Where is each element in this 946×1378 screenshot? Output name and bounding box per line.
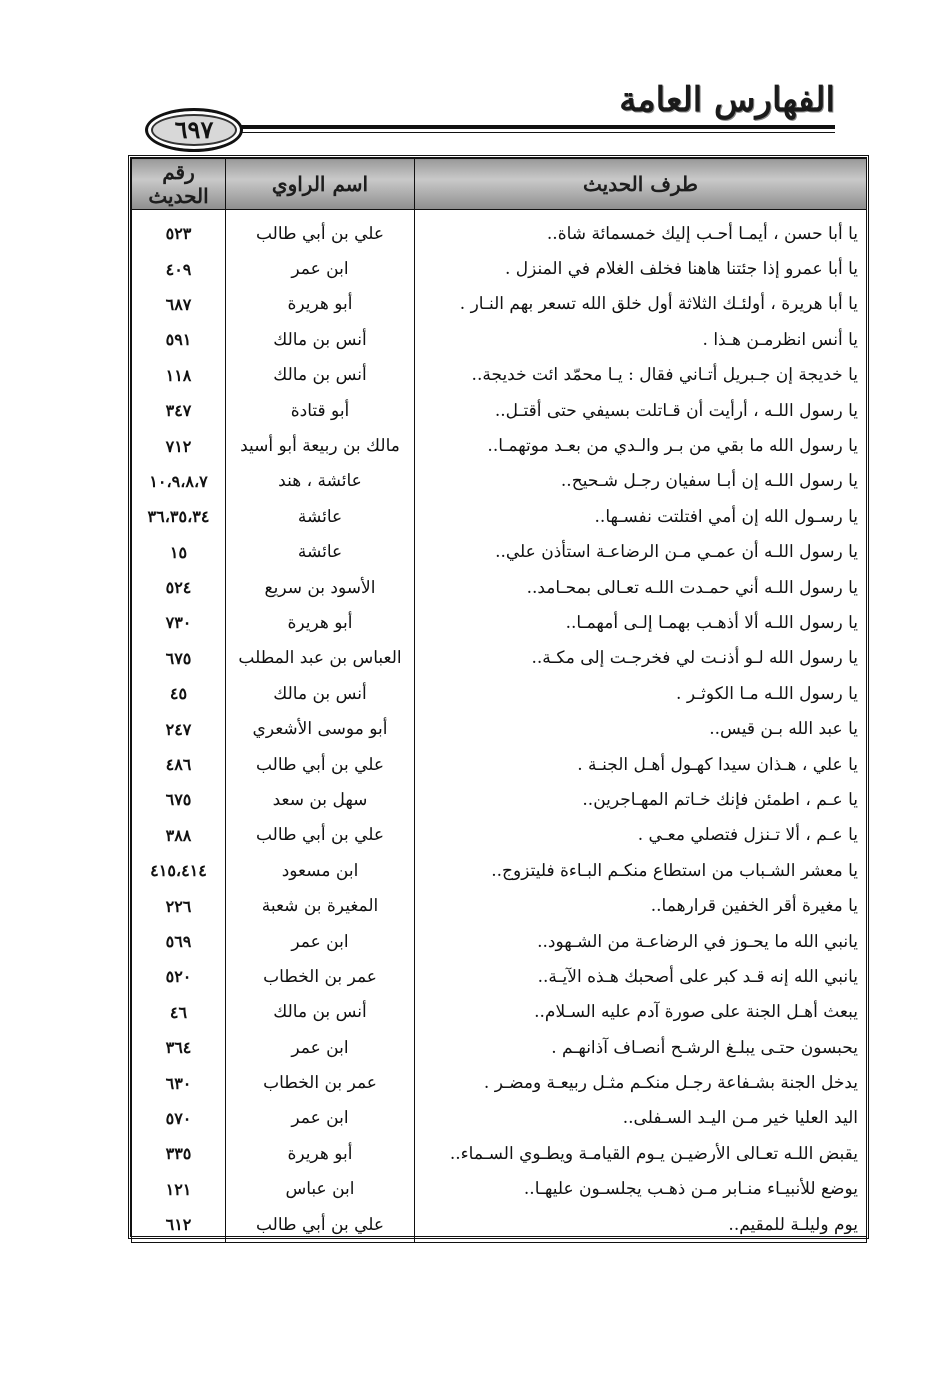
hadith-number-cell: ٢٢٦ <box>132 888 226 923</box>
hadith-text-cell: يا عـم ، ألا تـنزل فتصلي معـي . <box>415 818 867 853</box>
narrator-cell: المغيرة بن شعبة <box>226 888 415 923</box>
narrator-cell: سهل بن سعد <box>226 782 415 817</box>
table-row <box>132 853 867 888</box>
table-row <box>132 499 867 534</box>
table-header-row <box>132 159 867 210</box>
hadith-number-cell: ٤٦ <box>132 995 226 1030</box>
narrator-cell: أنس بن مالك <box>226 358 415 393</box>
narrator-cell: عائشة ، هند <box>226 464 415 499</box>
hadith-number-cell: ٣٣٥ <box>132 1136 226 1171</box>
table-row <box>132 641 867 676</box>
hadith-text-cell: يانبي الله ما يحـوز في الرضاعـة من الشـهود.. <box>415 924 867 959</box>
table-row <box>132 1207 867 1243</box>
narrator-cell: العباس بن عبد المطلب <box>226 641 415 676</box>
table-row <box>132 1030 867 1065</box>
narrator-cell: ابن عمر <box>226 1101 415 1136</box>
table-row <box>132 888 867 923</box>
column-header-narrator: اسم الراوي <box>226 159 415 210</box>
hadith-number-cell: ١٥ <box>132 535 226 570</box>
section-title: الفهارس العامة <box>619 80 835 120</box>
hadith-text-cell: يا رسول اللـه ألا أذهـب بهمـا إلـى أمهمـا.. <box>415 605 867 640</box>
hadith-number-cell: ٣٨٨ <box>132 818 226 853</box>
table-row <box>132 676 867 711</box>
table-row <box>132 570 867 605</box>
narrator-cell: أبو هريرة <box>226 605 415 640</box>
narrator-cell: مالك بن ربيعة أبو أسيد <box>226 428 415 463</box>
table-row <box>132 1172 867 1207</box>
table-row <box>132 782 867 817</box>
hadith-text-cell: يحبسون حتـى يبلـغ الرشـح أنصـاف آذانهـم . <box>415 1030 867 1065</box>
table-row <box>132 995 867 1030</box>
table-row <box>132 287 867 322</box>
hadith-text-cell: يا معشر الشـباب من استطاع منكـم البـاءة فليتزوج.. <box>415 853 867 888</box>
narrator-cell: ابن مسعود <box>226 853 415 888</box>
table-row <box>132 747 867 782</box>
hadith-text-cell: يا عبد الله بـن قيس.. <box>415 711 867 746</box>
table-row <box>132 818 867 853</box>
hadith-number-cell: ٤٥ <box>132 676 226 711</box>
hadith-text-cell: يا رسول اللـه أن عمـي مـن الرضاعـة استأذن علي.. <box>415 535 867 570</box>
table-row <box>132 924 867 959</box>
hadith-number-cell: ٤٨٦ <box>132 747 226 782</box>
narrator-cell: أبو هريرة <box>226 287 415 322</box>
hadith-number-cell: ٥٧٠ <box>132 1101 226 1136</box>
narrator-cell: ابن عباس <box>226 1172 415 1207</box>
page-header <box>135 80 835 150</box>
hadith-number-cell: ٥٢٤ <box>132 570 226 605</box>
hadith-text-cell: يا رسول اللـه إن أبـا سفيان رجـل شـحيح.. <box>415 464 867 499</box>
hadith-text-cell: يا رسول الله ما بقي من بـر والـدي من بعـد موتهمـا.. <box>415 428 867 463</box>
hadith-text-cell: يا رسول الله لـو أذنـت لي فخرجـت إلى مكـة.. <box>415 641 867 676</box>
hadith-text-cell: يا رسول اللـه مـا الكوثـر . <box>415 676 867 711</box>
narrator-cell: علي بن أبي طالب <box>226 818 415 853</box>
table-row <box>132 322 867 357</box>
narrator-cell: علي بن أبي طالب <box>226 747 415 782</box>
hadith-number-cell: ٧١٢ <box>132 428 226 463</box>
narrator-cell: أبو موسى الأشعري <box>226 711 415 746</box>
table-body <box>132 210 867 1243</box>
narrator-cell: عائشة <box>226 499 415 534</box>
narrator-cell: أنس بن مالك <box>226 322 415 357</box>
header-rule <box>230 125 835 129</box>
hadith-number-cell: ٣٦،٣٥،٣٤ <box>132 499 226 534</box>
table-row <box>132 1101 867 1136</box>
hadith-number-cell: ٧٣٠ <box>132 605 226 640</box>
narrator-cell: عمر بن الخطاب <box>226 959 415 994</box>
table-row <box>132 605 867 640</box>
narrator-cell: أبو هريرة <box>226 1136 415 1171</box>
hadith-number-cell: ٢٤٧ <box>132 711 226 746</box>
narrator-cell: ابن عمر <box>226 251 415 286</box>
table-row <box>132 393 867 428</box>
hadith-number-cell: ٥٦٩ <box>132 924 226 959</box>
hadith-number-cell: ٤١٥،٤١٤ <box>132 853 226 888</box>
hadith-text-cell: يا أبا هريرة ، أولئـك الثلاثة أول خلق الله تسعر بهم النـار . <box>415 287 867 322</box>
narrator-cell: ابن عمر <box>226 924 415 959</box>
column-header-hadith-text: طرف الحديث <box>415 159 867 210</box>
hadith-number-cell: ١٠،٩،٨،٧ <box>132 464 226 499</box>
hadith-text-cell: يا مغيرة أقر الخفين قرارهما.. <box>415 888 867 923</box>
hadith-text-cell: يا رسول اللـه أني حمـدت اللـه تعـالى بمحـامد.. <box>415 570 867 605</box>
header-rule-thin <box>230 132 835 133</box>
table-row <box>132 251 867 286</box>
hadith-text-cell: يدخل الجنة بشـفاعة رجـل منكـم مثـل ربيعـة ومضـر . <box>415 1065 867 1100</box>
table-row <box>132 535 867 570</box>
narrator-cell: عمر بن الخطاب <box>226 1065 415 1100</box>
hadith-text-cell: يانبي الله إنه قـد كبر على أصحبك هـذه الآيـة.. <box>415 959 867 994</box>
hadith-number-cell: ٥٢٠ <box>132 959 226 994</box>
table-row <box>132 428 867 463</box>
hadith-number-cell: ٥٢٣ <box>132 210 226 252</box>
table-row <box>132 711 867 746</box>
narrator-cell: أنس بن مالك <box>226 676 415 711</box>
table-row <box>132 358 867 393</box>
table-row <box>132 1065 867 1100</box>
hadith-text-cell: يوضع للأنبيـاء منـابر مـن ذهـب يجلسـون عليهـا.. <box>415 1172 867 1207</box>
hadith-text-cell: يا علي ، هـذان سيدا كهـول أهـل الجنـة . <box>415 747 867 782</box>
table-row <box>132 464 867 499</box>
hadith-text-cell: يا أبا حسن ، أيمـا أحـب إليك خمسمائة شاة.. <box>415 210 867 252</box>
column-header-hadith-number: رقم الحديث <box>132 159 226 210</box>
hadith-text-cell: يا رسـول الله إن أمي افتلتت نفسـها.. <box>415 499 867 534</box>
narrator-cell: أبو قتادة <box>226 393 415 428</box>
hadith-number-cell: ٦٣٠ <box>132 1065 226 1100</box>
hadith-number-cell: ٦٨٧ <box>132 287 226 322</box>
narrator-cell: عائشة <box>226 535 415 570</box>
hadith-index-table <box>128 155 869 1239</box>
hadith-text-cell: اليد العليا خير مـن اليـد السـفلى.. <box>415 1101 867 1136</box>
hadith-number-cell: ٣٦٤ <box>132 1030 226 1065</box>
hadith-text-cell: يوم وليلـة للمقيم.. <box>415 1207 867 1243</box>
hadith-text-cell: يا أبا عمرو إذا جئتنا هاهنا فخلف الغلام في المنزل . <box>415 251 867 286</box>
table-row <box>132 210 867 252</box>
hadith-number-cell: ٦٧٥ <box>132 782 226 817</box>
narrator-cell: ابن عمر <box>226 1030 415 1065</box>
hadith-text-cell: يبعث أهـل الجنة على صورة آدم عليه السـلام.. <box>415 995 867 1030</box>
hadith-number-cell: ٥٩١ <box>132 322 226 357</box>
narrator-cell: علي بن أبي طالب <box>226 1207 415 1243</box>
narrator-cell: علي بن أبي طالب <box>226 210 415 252</box>
hadith-number-cell: ٣٤٧ <box>132 393 226 428</box>
hadith-text-cell: يا أنس انظرمـن هـذا . <box>415 322 867 357</box>
hadith-number-cell: ٤٠٩ <box>132 251 226 286</box>
hadith-text-cell: يقبض اللـه تعـالى الأرضيـن يـوم القيامـة ويطـوي السـماء.. <box>415 1136 867 1171</box>
hadith-number-cell: ٦١٢ <box>132 1207 226 1243</box>
page-number-badge: ٦٩٧ <box>145 108 243 152</box>
table-row <box>132 959 867 994</box>
hadith-number-cell: ٦٧٥ <box>132 641 226 676</box>
hadith-text-cell: يا عـم ، اطمئن فإنك خـاتم المهـاجرين.. <box>415 782 867 817</box>
narrator-cell: أنس بن مالك <box>226 995 415 1030</box>
table-row <box>132 1136 867 1171</box>
hadith-number-cell: ١٢١ <box>132 1172 226 1207</box>
hadith-number-cell: ١١٨ <box>132 358 226 393</box>
hadith-text-cell: يا رسول اللـه ، أرأيت أن قـاتلت بسيفي حتى أقتـل.. <box>415 393 867 428</box>
narrator-cell: الأسود بن سريع <box>226 570 415 605</box>
hadith-text-cell: يا خديجة إن جـبريل أتـاني فقال : يـا محمّد ائت خديجة.. <box>415 358 867 393</box>
